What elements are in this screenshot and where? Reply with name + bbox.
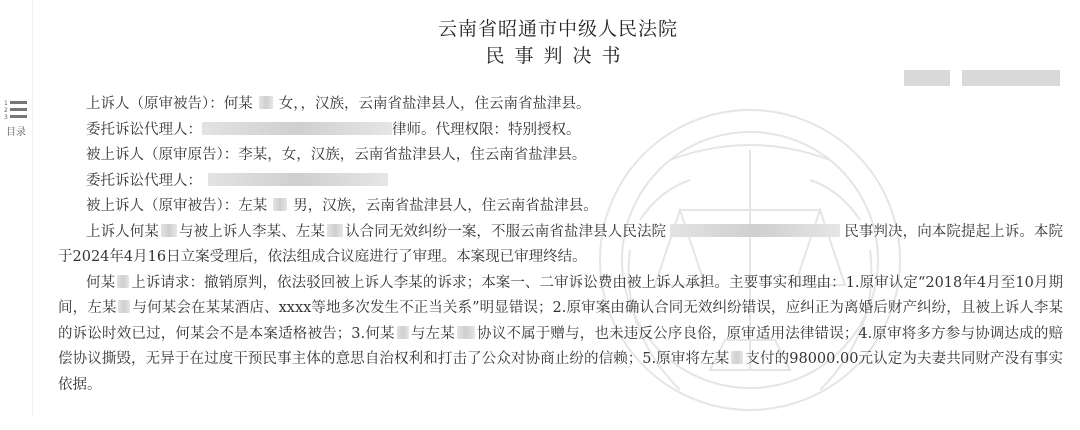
toc-label: 目录 xyxy=(6,127,26,138)
paragraph: 何某 上诉请求：撤销原判，依法驳回被上诉人李某的诉求；本案一、二审诉讼费由被上诉人承担。主要事实和理由：1.原审认定“2018年4月至10月期间，左某 与何某会在某某酒店、xxxx等地多次发生不正当关系”明显错误；2.原审案由确认合同无效纠纷错误，应纠正为离婚后财产纠纷，且被上诉人李某的诉讼时效已过，何某会不是本案适格被告；3.何某 与左某 协议不属于赠与，也未违反公序良俗，原审适用法律错误；4.原审将多方参与协调达成的赔偿协议撕毁，无异于在过度干预民事主体的意思自治权利和打击了公众对协商止纷的信赖；5.原审将左某 支付的98000.00元认定为夫妻共同财产没有事实依据。 xyxy=(58,274,1064,393)
redaction xyxy=(202,122,392,135)
redaction xyxy=(117,275,129,288)
svg-text:3: 3 xyxy=(4,114,8,121)
redaction xyxy=(118,300,130,313)
paragraph: 委托诉讼代理人： 律师。代理权限：特别授权。 xyxy=(86,121,581,138)
document-title: 民事判决书 xyxy=(485,45,631,67)
paragraph: 委托诉讼代理人： xyxy=(58,169,1063,195)
paragraph: 被上诉人（原审原告）：李某，女，汉族，云南省盐津县人，住云南省盐津县。 xyxy=(86,147,587,163)
document-body xyxy=(58,92,1063,398)
redaction xyxy=(670,224,840,237)
redaction xyxy=(327,224,343,237)
redacted-case-number xyxy=(904,70,1060,86)
paragraph: 上诉人（原审被告）：何某 女，，汉族，云南省盐津县人，住云南省盐津县。 xyxy=(86,96,591,112)
paragraph: 被上诉人（原审被告）：左某 男，汉族，云南省盐津县人，住云南省盐津县。 xyxy=(86,198,598,214)
redaction xyxy=(731,351,743,364)
toc-button[interactable] xyxy=(2,98,30,138)
toc-list-icon xyxy=(3,98,29,122)
redaction xyxy=(259,96,273,109)
redaction xyxy=(273,198,287,211)
paragraph: 上诉人何某 与被上诉人李某、左某 认合同无效纠纷一案，不服云南省盐津县人民法院 民事判决，向本院提起上诉。本院于2024年4月16日立案受理后，依法组成合议庭进行了审理。本案现已审理终结。 xyxy=(58,223,1064,265)
redaction xyxy=(457,326,475,339)
svg-text:2: 2 xyxy=(4,107,8,114)
redaction xyxy=(208,173,388,186)
svg-text:1: 1 xyxy=(4,100,8,107)
redaction xyxy=(397,326,409,339)
court-name: 云南省昭通市中级人民法院 xyxy=(437,18,678,40)
redaction xyxy=(161,224,177,237)
